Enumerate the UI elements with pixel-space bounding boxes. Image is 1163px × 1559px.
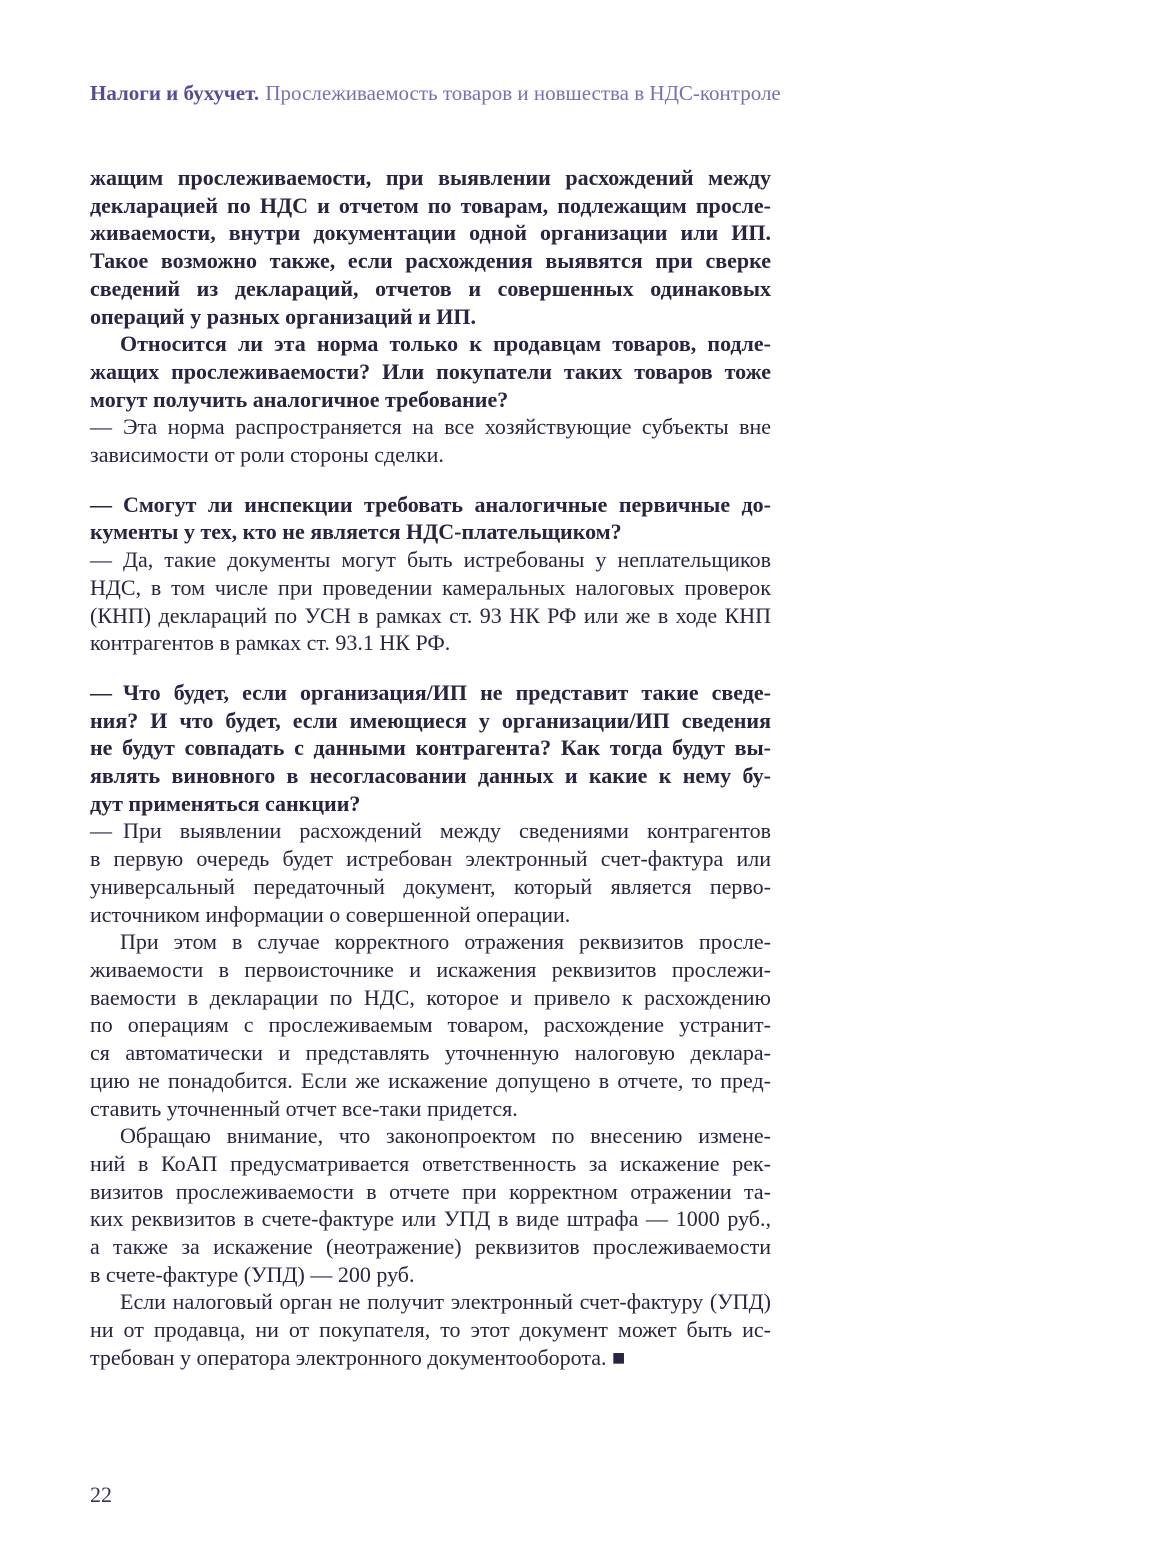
text-line: (КНП) деклараций по УСН в рамках ст. 93 НК РФ или же в ходе КНП <box>90 602 771 628</box>
text-line: кументы у тех, кто не является НДС-плательщиком? <box>90 519 622 545</box>
page-number: 22 <box>90 1482 112 1507</box>
body-paragraph <box>90 928 771 1122</box>
text-line: ставить уточненный отчет все-таки придется. <box>90 1095 518 1121</box>
text-line: требован у оператора электронного документооборота. ■ <box>90 1344 626 1370</box>
text-line: в счете-фактуре (УПД) — 200 руб. <box>90 1261 415 1287</box>
text-line: ваемости в декларации по НДС, которое и привело к расхождению <box>90 984 771 1010</box>
continuation-paragraph <box>90 164 771 330</box>
text-line: Если налоговый орган не получит электронный счет-фактуру (УПД) <box>120 1289 771 1315</box>
body-paragraph <box>90 1122 771 1288</box>
body-paragraph <box>90 1288 771 1371</box>
text-line: Обращаю внимание, что законопроектом по внесению измене- <box>120 1123 771 1149</box>
text-line: а также за искажение (неотражение) реквизитов прослеживаемости <box>90 1234 771 1260</box>
answer-paragraph <box>90 817 771 928</box>
section-title: Налоги и бухучет. <box>90 81 260 105</box>
text-line: ния? И что будет, если имеющиеся у организации/ИП сведения <box>90 707 771 733</box>
article-body <box>90 164 771 1372</box>
text-line: цию не понадобится. Если же искажение допущено в отчете, то пред- <box>90 1067 771 1093</box>
question-paragraph <box>90 330 771 413</box>
text-line: — Эта норма распространяется на все хозяйствующие субъекты вне <box>90 414 771 440</box>
text-line: жащих прослеживаемости? Или покупатели таких товаров тоже <box>90 358 771 384</box>
text-line: являть виновного в несогласовании данных и какие к нему бу- <box>90 763 771 789</box>
text-line: живаемости, внутри документации одной организации или ИП. <box>90 220 771 246</box>
text-line: по операциям с прослеживаемым товаром, расхождение устранит- <box>90 1012 771 1038</box>
text-line: не будут совпадать с данными контрагента? Как тогда будут вы- <box>90 735 771 761</box>
article-title: Прослеживаемость товаров и новшества в НДС-контроле <box>265 81 781 105</box>
text-line: жащим прослеживаемости, при выявлении расхождений между <box>90 165 771 190</box>
text-line: в первую очередь будет истребован электронный счет-фактура или <box>90 846 771 872</box>
text-line: источником информации о совершенной операции. <box>90 901 571 927</box>
text-line: ких реквизитов в счете-фактуре или УПД в виде штрафа — 1000 руб., <box>90 1206 771 1232</box>
text-line: — Смогут ли инспекции требовать аналогичные первичные до- <box>90 491 771 517</box>
text-line: Относится ли эта норма только к продавцам товаров, подле- <box>120 331 771 357</box>
text-line: — Да, такие документы могут быть истребованы у неплательщиков <box>90 547 771 573</box>
question-paragraph <box>90 491 771 546</box>
text-line: ни от продавца, ни от покупателя, то этот документ может быть ис- <box>90 1317 771 1343</box>
text-line: могут получить аналогичное требование? <box>90 386 509 412</box>
text-line: визитов прослеживаемости в отчете при корректном отражении та- <box>90 1178 771 1204</box>
text-line: Такое возможно также, если расхождения выявятся при сверке <box>90 248 771 274</box>
text-line: ний в КоАП предусматривается ответственность за искажение рек- <box>90 1150 771 1176</box>
text-line: контрагентов в рамках ст. 93.1 НК РФ. <box>90 630 451 656</box>
text-line: ся автоматически и представлять уточненную налоговую деклара- <box>90 1040 771 1066</box>
text-line: декларацией по НДС и отчетом по товарам, подлежащим просле- <box>90 192 771 218</box>
text-line: сведений из деклараций, отчетов и совершенных одинаковых <box>90 275 771 301</box>
text-line: При этом в случае корректного отражения реквизитов просле- <box>120 929 771 955</box>
text-line: зависимости от роли стороны сделки. <box>90 442 444 468</box>
answer-paragraph <box>90 413 771 468</box>
text-line: операций у разных организаций и ИП. <box>90 303 476 329</box>
question-paragraph <box>90 679 771 818</box>
text-line: — При выявлении расхождений между сведениями контрагентов <box>90 818 771 844</box>
text-line: дут применяться санкции? <box>90 790 361 816</box>
text-line: — Что будет, если организация/ИП не представит такие сведе- <box>90 679 771 705</box>
text-line: живаемости в первоисточнике и искажения реквизитов прослежи- <box>90 956 771 982</box>
running-header <box>90 80 781 106</box>
text-line: НДС, в том числе при проведении камеральных налоговых проверок <box>90 574 771 600</box>
text-line: универсальный передаточный документ, который является перво- <box>90 873 771 899</box>
answer-paragraph <box>90 546 771 657</box>
